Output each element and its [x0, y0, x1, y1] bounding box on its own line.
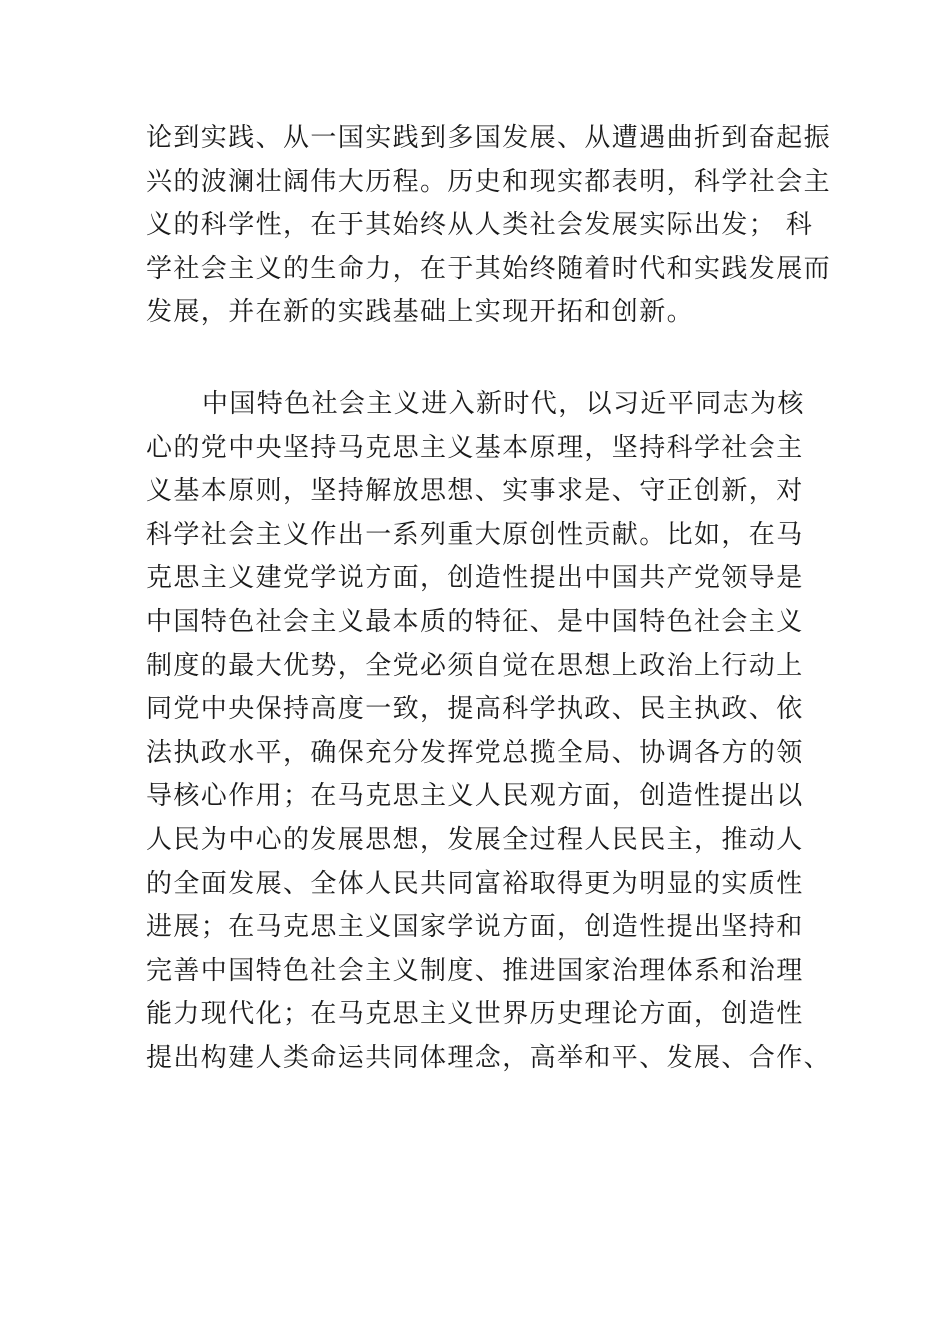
text-line-indented: 中国特色社会主义进入新时代，以习近平同志为核	[202, 389, 805, 419]
text-line: 人民为中心的发展思想，发展全过程人民民主，推动人	[146, 824, 804, 855]
text-line: 同党中央保持高度一致，提高科学执政、民主执政、依	[146, 694, 804, 725]
text-line: 心的党中央坚持马克思主义基本原理，坚持科学社会主	[146, 432, 804, 463]
text-line: 法执政水平，确保充分发挥党总揽全局、协调各方的领	[146, 737, 804, 768]
text-line: 义基本原则，坚持解放思想、实事求是、守正创新，对	[146, 476, 804, 507]
text-line: 制度的最大优势，全党必须自觉在思想上政治上行动上	[146, 650, 804, 681]
text-line: 科学社会主义作出一系列重大原创性贡献。比如，在马	[146, 519, 804, 550]
text-line: 克思主义建党学说方面，创造性提出中国共产党领导是	[146, 563, 804, 594]
text-line: 兴的波澜壮阔伟大历程。历史和现实都表明，科学社会主	[146, 166, 832, 197]
paragraph-continued	[146, 117, 836, 335]
text-line: 导核心作用；在马克思主义人民观方面，创造性提出以	[146, 781, 804, 812]
text-line: 中国特色社会主义最本质的特征、是中国特色社会主义	[146, 606, 804, 637]
text-line: 进展；在马克思主义国家学说方面，创造性提出坚持和	[146, 912, 804, 943]
text-line: 发展，并在新的实践基础上实现开拓和创新。	[146, 297, 695, 328]
text-line: 能力现代化；在马克思主义世界历史理论方面，创造性	[146, 999, 804, 1030]
text-line: 的全面发展、全体人民共同富裕取得更为明显的实质性	[146, 868, 804, 899]
paragraph-new-era	[146, 383, 836, 1081]
text-line: 义的科学性，在于其始终从人类社会发展实际出发； 科	[146, 210, 814, 241]
text-line: 论到实践、从一国实践到多国发展、从遭遇曲折到奋起振	[146, 123, 832, 153]
text-line: 提出构建人类命运共同体理念，高举和平、发展、合作、	[146, 1042, 832, 1073]
text-line: 学社会主义的生命力，在于其始终随着时代和实践发展而	[146, 253, 832, 284]
text-line: 完善中国特色社会主义制度、推进国家治理体系和治理	[146, 955, 804, 986]
